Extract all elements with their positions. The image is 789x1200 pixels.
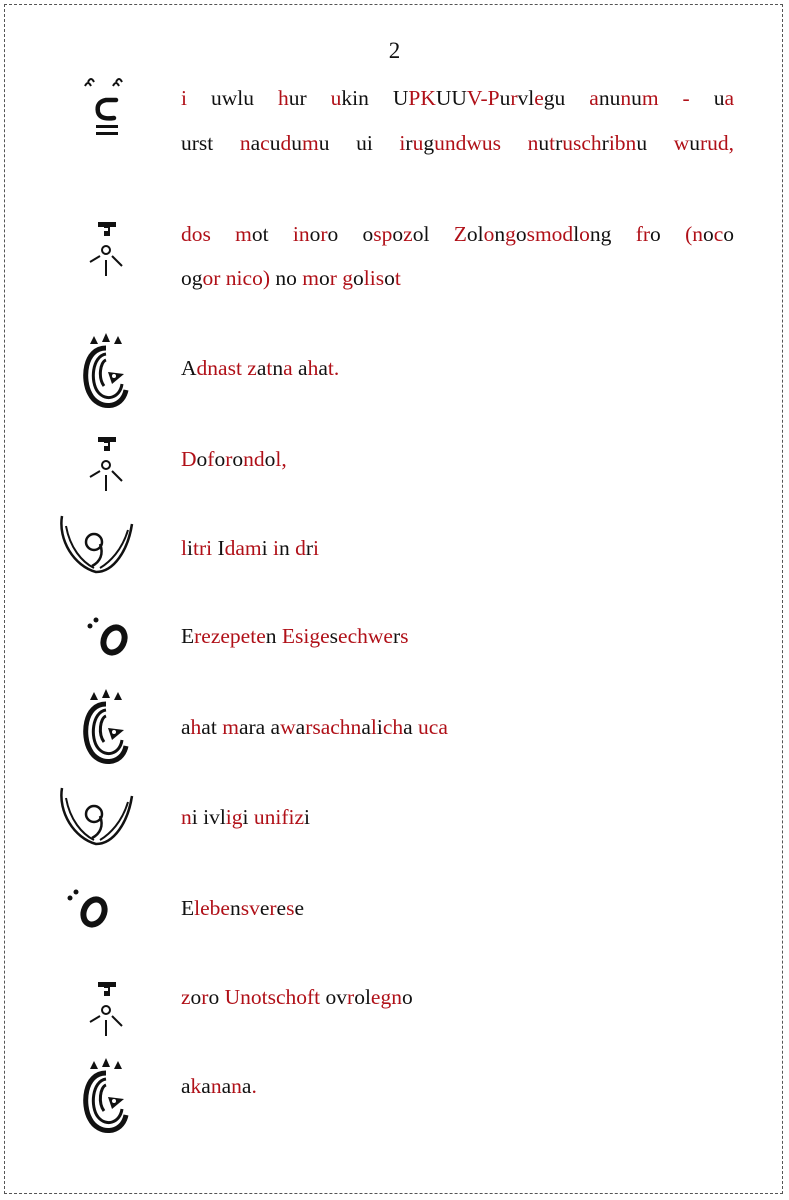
text-segment: u — [412, 131, 424, 155]
text-segment: h — [190, 715, 202, 739]
text-segment: m — [302, 266, 319, 290]
text-segment: i — [261, 536, 274, 560]
text-segment: u — [269, 131, 281, 155]
text-segment: c — [260, 131, 270, 155]
text-segment: o — [384, 266, 395, 290]
text-segment: a — [181, 715, 191, 739]
text-segment: m — [222, 715, 239, 739]
text-segment: uca — [418, 715, 448, 739]
text-segment: d — [280, 131, 292, 155]
text-segment: e — [259, 896, 270, 920]
text-segment: o — [208, 985, 225, 1009]
entry-line — [181, 714, 734, 740]
text-segment: a — [403, 715, 419, 739]
text-segment: m - — [641, 86, 714, 110]
text-segment: o — [196, 447, 208, 471]
text-segment: n — [239, 131, 251, 155]
oo-over-c-equals-glyph — [80, 78, 128, 142]
entry-line — [181, 535, 734, 561]
text-segment: r — [347, 985, 355, 1009]
text-segment: z — [247, 356, 257, 380]
text-segment: r — [555, 131, 563, 155]
text-segment: z — [181, 985, 191, 1009]
text-segment: ol — [412, 222, 454, 246]
text-segment: w — [280, 715, 296, 739]
text-segment: o — [190, 985, 202, 1009]
text-segment: n — [620, 86, 632, 110]
text-segment: ol — [466, 222, 484, 246]
text-segment: u — [636, 131, 674, 155]
entry-line — [181, 804, 734, 830]
text-segment: o — [214, 447, 226, 471]
text-segment: dnast — [196, 356, 242, 380]
text-segment: ol — [354, 985, 371, 1009]
text-segment: A — [181, 356, 197, 380]
text-segment: o — [650, 222, 686, 246]
text-segment: h — [277, 86, 289, 110]
text-segment: dam — [224, 536, 262, 560]
text-segment: U — [392, 86, 409, 110]
text-segment: g — [505, 222, 516, 246]
text-segment: e — [294, 896, 305, 920]
entry-line — [181, 1073, 734, 1099]
text-segment: r — [320, 222, 328, 246]
text-segment: t — [549, 131, 556, 155]
entry-line — [181, 895, 734, 921]
dot-ring-glyph — [62, 884, 112, 930]
text-segment: z — [403, 222, 413, 246]
entry-line — [181, 221, 734, 247]
text-segment: rud, — [699, 131, 735, 155]
text-segment: a — [283, 356, 293, 380]
text-segment: o — [702, 222, 714, 246]
text-segment: a — [295, 715, 306, 739]
text-segment: n — [229, 896, 241, 920]
text-segment: ur — [288, 86, 331, 110]
text-segment: l — [573, 222, 580, 246]
text-segment: . — [251, 1074, 257, 1098]
text-segment: u — [713, 86, 725, 110]
text-segment: dos m — [181, 222, 252, 246]
text-segment: o o — [327, 222, 374, 246]
text-segment: in — [292, 222, 310, 246]
text-segment: gu — [543, 86, 590, 110]
stick-figure-glyph — [86, 218, 126, 280]
text-segment: n — [210, 1074, 222, 1098]
text-segment: og — [181, 266, 203, 290]
entry-line — [181, 623, 734, 649]
text-segment: n — [231, 1074, 242, 1098]
text-segment: r — [329, 266, 337, 290]
text-segment: k — [190, 1074, 202, 1098]
text-segment: l, — [275, 447, 287, 471]
text-segment: ng — [589, 222, 636, 246]
entry-line — [181, 130, 734, 156]
entry-line — [181, 355, 734, 381]
text-segment: ibn — [608, 131, 637, 155]
text-segment: a — [181, 1074, 191, 1098]
text-segment: o — [309, 222, 321, 246]
text-segment: s — [286, 896, 295, 920]
text-segment: n — [265, 624, 282, 648]
text-segment: w — [673, 131, 690, 155]
text-segment: lis — [363, 266, 385, 290]
text-segment: e — [276, 896, 287, 920]
text-segment: f — [207, 447, 215, 471]
entry-line — [181, 265, 734, 291]
text-segment: u — [499, 86, 511, 110]
text-segment: g — [342, 266, 354, 290]
text-segment: r — [225, 447, 233, 471]
text-segment: uwlu — [210, 86, 278, 110]
text-segment: sv — [240, 896, 260, 920]
text-segment: m — [301, 131, 319, 155]
text-segment: ov — [320, 985, 348, 1009]
text-segment: n — [181, 805, 192, 829]
stick-figure-glyph — [86, 978, 126, 1040]
text-segment: at — [201, 715, 223, 739]
text-segment: n — [279, 536, 296, 560]
text-segment: rezepete — [194, 624, 266, 648]
text-segment: urst — [181, 131, 240, 155]
text-segment: o — [318, 266, 330, 290]
text-segment: u — [631, 86, 642, 110]
text-segment: a — [292, 356, 308, 380]
entry-line — [181, 85, 734, 111]
text-segment: r — [392, 624, 401, 648]
text-segment: i — [273, 536, 279, 560]
text-segment: o — [392, 222, 404, 246]
text-segment: fr — [635, 222, 651, 246]
text-segment: o — [723, 222, 735, 246]
text-segment: or — [202, 266, 221, 290]
text-segment: o — [353, 266, 364, 290]
text-segment: egn — [370, 985, 402, 1009]
text-segment: i — [376, 715, 383, 739]
text-segment: i — [399, 131, 406, 155]
text-segment: t — [394, 266, 401, 290]
text-segment: i — [242, 805, 254, 829]
spiral-crown-glyph — [78, 1055, 134, 1139]
text-segment: nd — [243, 447, 265, 471]
text-segment: unifiz — [253, 805, 305, 829]
text-segment: UU — [435, 86, 467, 110]
text-segment: r — [405, 131, 413, 155]
text-segment: V-P — [466, 86, 500, 110]
text-segment: r — [269, 896, 277, 920]
text-segment: r — [601, 131, 609, 155]
text-segment: r — [305, 536, 314, 560]
text-segment: e — [534, 86, 544, 110]
text-segment: smod — [526, 222, 574, 246]
text-segment: Esige — [281, 624, 330, 648]
text-segment: PK — [408, 86, 436, 110]
text-segment: echwe — [338, 624, 393, 648]
text-segment: a — [724, 86, 735, 110]
text-segment: i — [181, 86, 211, 110]
text-segment: u ui — [318, 131, 400, 155]
text-segment: a — [318, 356, 328, 380]
text-segment: o — [264, 447, 276, 471]
text-segment: a — [361, 715, 371, 739]
text-segment: u — [689, 131, 700, 155]
text-segment: c — [713, 222, 724, 246]
text-segment: d — [295, 536, 306, 560]
text-segment: tri — [192, 536, 213, 560]
text-segment: a — [250, 131, 261, 155]
text-segment: a — [221, 1074, 232, 1098]
text-segment: o — [579, 222, 590, 246]
text-segment: g — [423, 131, 435, 155]
text-segment: u — [538, 131, 550, 155]
text-segment: Z — [453, 222, 467, 246]
text-segment: s — [329, 624, 339, 648]
text-segment: u — [330, 86, 342, 110]
text-segment: I — [212, 536, 225, 560]
entry-line — [181, 446, 734, 472]
text-segment: i — [186, 536, 193, 560]
text-segment: o — [483, 222, 495, 246]
text-segment: nico) — [225, 266, 270, 290]
text-segment: kin — [341, 86, 393, 110]
text-segment: u — [291, 131, 302, 155]
text-segment: no — [269, 266, 303, 290]
text-segment: nu — [598, 86, 621, 110]
text-segment: l — [181, 536, 187, 560]
page-number: 2 — [388, 38, 401, 63]
text-segment: r — [510, 86, 518, 110]
text-segment: o — [401, 985, 413, 1009]
text-segment: t. — [327, 356, 340, 380]
text-segment: n — [272, 356, 284, 380]
stick-figure-glyph — [86, 433, 126, 495]
text-segment: a — [589, 86, 599, 110]
text-segment: D — [181, 447, 197, 471]
text-segment: s — [400, 624, 409, 648]
text-segment: h — [307, 356, 319, 380]
bird-wings-glyph — [56, 510, 136, 578]
text-segment: i — [313, 536, 320, 560]
text-segment: r — [201, 985, 209, 1009]
text-segment: i — [304, 805, 311, 829]
spiral-crown-glyph — [78, 330, 134, 414]
text-segment: undwus n — [434, 131, 539, 155]
text-segment: o — [515, 222, 527, 246]
entry-line — [181, 984, 734, 1010]
text-segment: rsachn — [305, 715, 362, 739]
text-segment: l — [370, 715, 377, 739]
text-segment: t — [266, 356, 273, 380]
bird-wings-glyph — [56, 782, 136, 850]
text-segment: usch — [562, 131, 602, 155]
text-segment: vl — [517, 86, 535, 110]
text-segment: i ivl — [191, 805, 226, 829]
text-segment: a — [241, 1074, 252, 1098]
text-segment: a — [201, 1074, 211, 1098]
text-segment: ot — [251, 222, 293, 246]
text-segment: E — [181, 624, 195, 648]
text-segment: ara a — [238, 715, 281, 739]
text-segment: lebe — [194, 896, 230, 920]
text-segment: n — [494, 222, 506, 246]
text-segment: ig — [225, 805, 243, 829]
text-segment: o — [232, 447, 244, 471]
text-segment: a — [256, 356, 267, 380]
text-segment: Unotschoft — [224, 985, 321, 1009]
text-segment: E — [181, 896, 195, 920]
spiral-crown-glyph — [78, 686, 134, 770]
text-segment: (n — [685, 222, 703, 246]
text-segment: sp — [373, 222, 393, 246]
text-segment: ch — [382, 715, 404, 739]
dot-ring-glyph — [82, 612, 132, 658]
